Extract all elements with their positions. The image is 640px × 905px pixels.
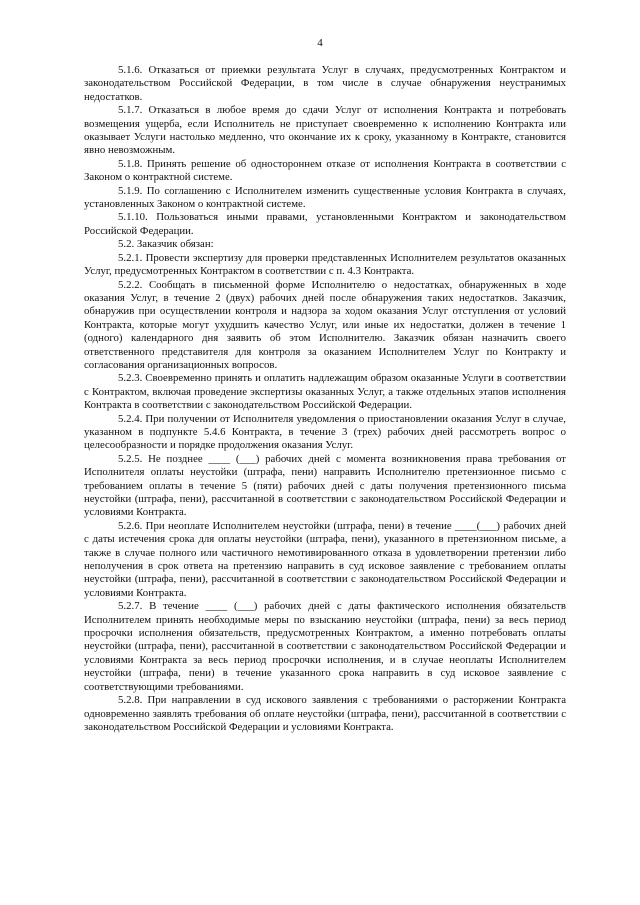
paragraph-5-1-8: 5.1.8. Принять решение об одностороннем отказе от исполнения Контракта в соответствии с Законом о контрактной системе.	[84, 157, 566, 184]
paragraph-5-1-10: 5.1.10. Пользоваться иными правами, установленными Контрактом и законодательством Российской Федерации.	[84, 211, 566, 237]
paragraph-5-1-7: 5.1.7. Отказаться в любое время до сдачи Услуг от исполнения Контракта и потребовать возмещения ущерба, если Исполнитель не приступает своевременно к исполнению Контракта или оказывает Услуги настолько медленно, что окончание их к сроку, указанному в Контракте, становится явно невозможным.	[84, 104, 566, 157]
document-body	[84, 64, 566, 734]
page-number: 4	[317, 37, 323, 49]
paragraph-5-2-5: 5.2.5. Не позднее ____ (___) рабочих дней с момента возникновения права требования от Исполнителя оплаты неустойки (штрафа, пени) направить Исполнителю претензионное письмо с требованием оплаты в течение 5 (пяти) рабочих дней с даты получения претензионного письма неустойки (штрафа, пени), рассчитанной в соответствии с законодательством Российской Федерации и условиями Контракта.	[84, 452, 566, 519]
paragraph-5-2-8: 5.2.8. При направлении в суд искового заявления с требованиями о расторжении Контракта одновременно заявлять требования об оплате неустойки (штрафа, пени), рассчитанной в соответствии с законодательством Российской Федерации и условиями Контракта.	[84, 694, 566, 733]
paragraph-5-2-heading: 5.2. Заказчик обязан:	[118, 238, 214, 251]
paragraph-5-2-4: 5.2.4. При получении от Исполнителя уведомления о приостановлении оказания Услуг в случае, указанном в подпункте 5.4.6 Контракта, в течение 3 (трех) рабочих дней рассмотреть вопрос о целесообразности и порядке продолжения оказания Услуг.	[84, 412, 566, 452]
paragraph-5-1-9: 5.1.9. По соглашению с Исполнителем изменить существенные условия Контракта в случаях, установленных Законом о контрактной системе.	[84, 184, 566, 211]
paragraph-5-2-6: 5.2.6. При неоплате Исполнителем неустойки (штрафа, пени) в течение ____(___) рабочих дней с даты истечения срока для оплаты неустойки (штрафа, пени), указанного в претензионном письме, а также в случае полного или частичного немотивированного отказа в удовлетворении претензии либо неполучения в срок ответа на претензию направить в суд исковое заявление с требованием оплаты неустойки (штрафа, пени), рассчитанной в соответствии с законодательством Российской Федерации и условиями Контракта.	[84, 519, 566, 599]
paragraph-5-1-6: 5.1.6. Отказаться от приемки результата Услуг в случаях, предусмотренных Контрактом и законодательством Российской Федерации, в том числе в случае обнаружения неустранимых недостатков.	[84, 64, 566, 103]
paragraph-5-2-2: 5.2.2. Сообщать в письменной форме Исполнителю о недостатках, обнаруженных в ходе оказания Услуг, в течение 2 (двух) рабочих дней после обнаружения таких недостатков. Заказчик, обнаружив при осуществлении контроля и надзора за ходом оказания Услуг отступления от условий Контракта, которые могут ухудшить качество Услуг, или иные их недостатки, должен в течение 1 (одного) календарного дня заявить об этом Исполнителю. Заказчик обязан назначить своего ответственного представителя для контроля за оказанием Исполнителем Услуг по Контракту и согласования организационных вопросов.	[84, 278, 566, 371]
paragraph-5-2-7: 5.2.7. В течение ____ (___) рабочих дней с даты фактического исполнения обязательств Исполнителем принять необходимые меры по взысканию неустойки (штрафа, пени) за весь период просрочки исполнения обязательств, предусмотренных Контрактом, а именно потребовать оплаты неустойки (штрафа, пени), рассчитанной в соответствии с законодательством Российской Федерации и условиями Контракта за весь период просрочки исполнения, и в случае неоплаты Исполнителем неустойки (штрафа, пени) в течение указанного срока направить в суд исковое заявление с соответствующими требованиями.	[84, 600, 566, 693]
paragraph-5-2-1: 5.2.1. Провести экспертизу для проверки представленных Исполнителем результатов оказанных Услуг, предусмотренных Контрактом в соответствии с п. 4.3 Контракта.	[84, 251, 566, 278]
paragraph-5-2-3: 5.2.3. Своевременно принять и оплатить надлежащим образом оказанные Услуги в соответствии с Контрактом, включая проведение экспертизы оказанных Услуг, а также отдельных этапов исполнения Контракта в соответствии с законодательством Российской Федерации.	[84, 372, 566, 412]
